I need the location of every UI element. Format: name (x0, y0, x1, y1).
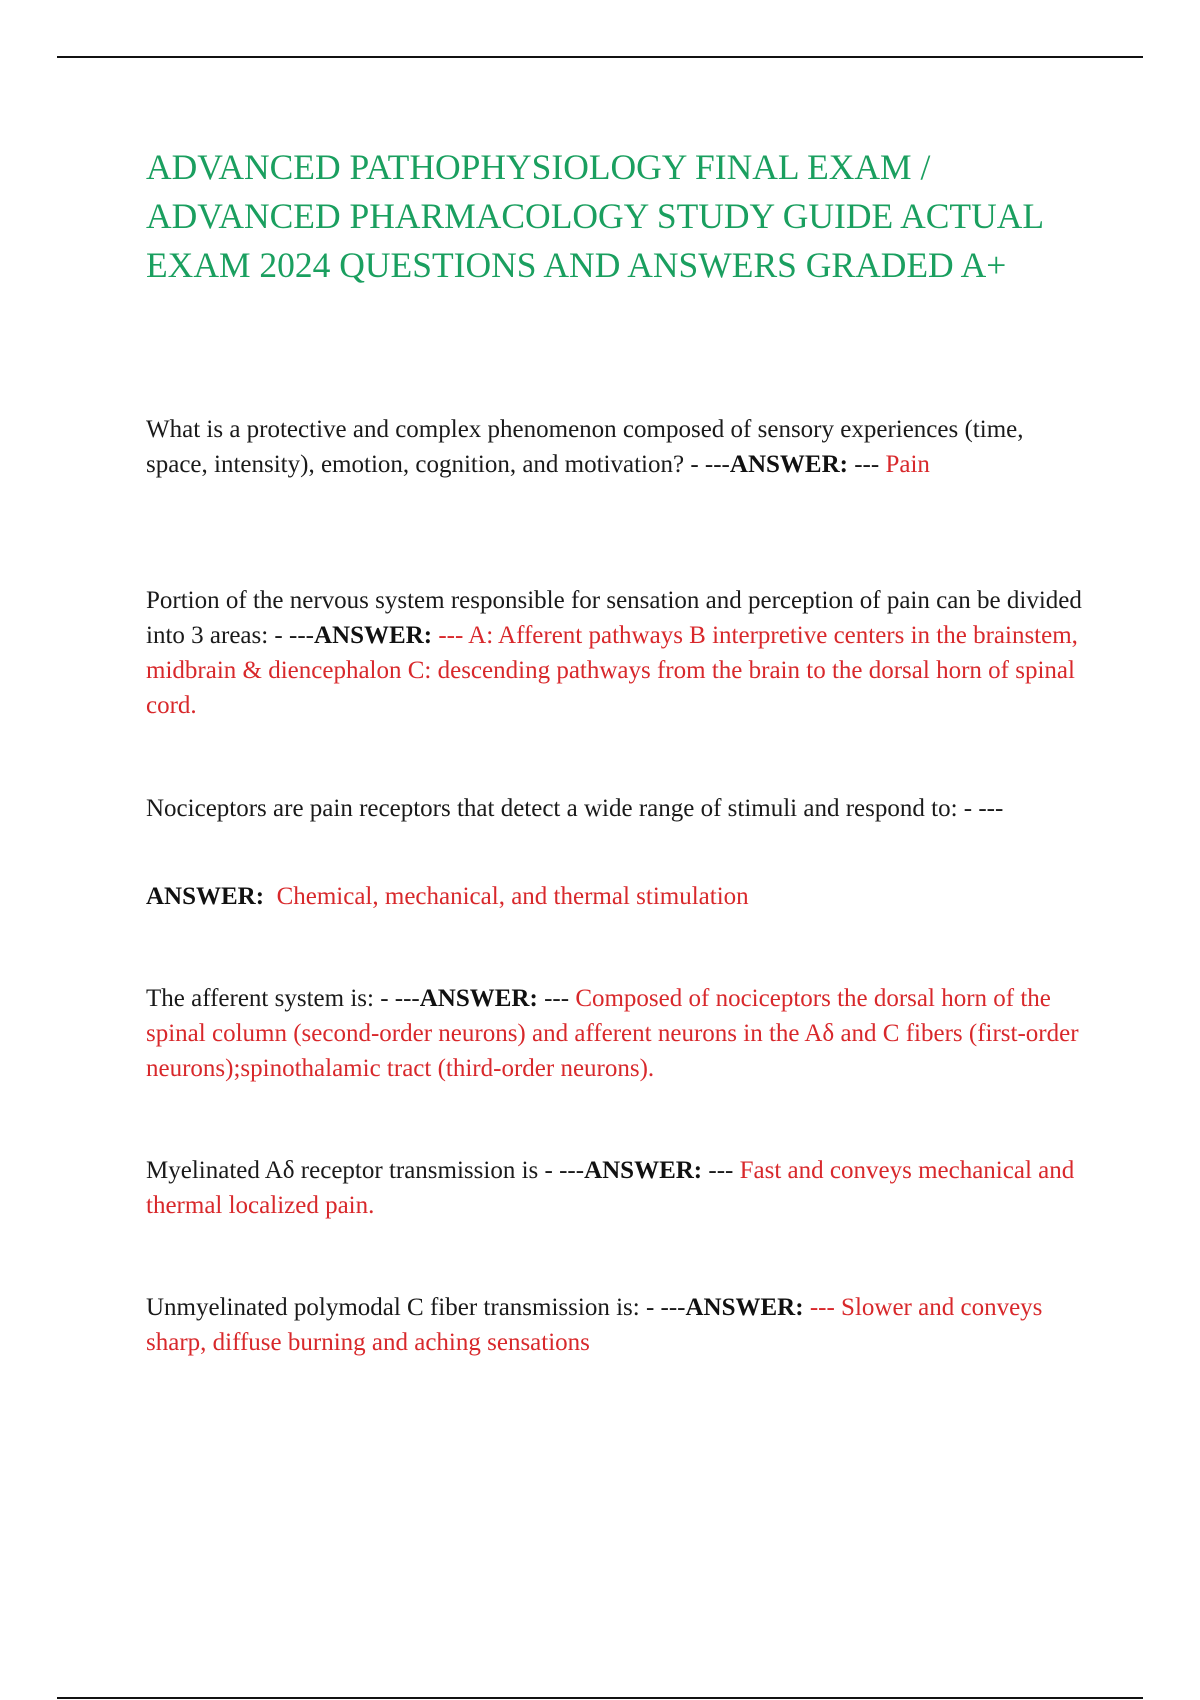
answer-label: ANSWER: (146, 883, 265, 910)
answer-separator: --- (847, 451, 886, 478)
question-text: Unmyelinated polymodal C fiber transmission is: - --- (146, 1294, 686, 1321)
answer-separator: --- (702, 1157, 740, 1184)
answer-label: ANSWER: (584, 1157, 703, 1184)
top-rule (57, 56, 1143, 58)
question-text: The afferent system is: - --- (146, 985, 420, 1012)
answer-text: Composed of nociceptors the dorsal horn of the spinal column (second-order neurons) and afferent neurons in the Aδ and C fibers (first-order neurons);spinothalamic tract (third-order neurons). (146, 985, 1079, 1082)
answer-separator (264, 883, 277, 910)
qa-item (146, 1153, 1086, 1223)
qa-answer-line (146, 879, 1086, 914)
question-text: Portion of the nervous system responsible for sensation and perception of pain can be divided into 3 areas: - --- (146, 587, 1082, 649)
qa-item (146, 1290, 1086, 1360)
answer-text: Chemical, mechanical, and thermal stimulation (276, 883, 749, 910)
qa-item (146, 791, 1086, 826)
question-text: Myelinated Aδ receptor transmission is - --- (146, 1157, 585, 1184)
question-text: What is a protective and complex phenomenon composed of sensory experiences (time, space, intensity), emotion, cognition, and motivation? - --- (146, 416, 1024, 478)
answer-text: --- A: Afferent pathways B interpretive centers in the brainstem, midbrain & diencephalon C: descending pathways from the brain to the dorsal horn of spinal cord. (146, 622, 1078, 719)
page-title: ADVANCED PATHOPHYSIOLOGY FINAL EXAM / ADVANCED PHARMACOLOGY STUDY GUIDE ACTUAL EXAM 2024 QUESTIONS AND ANSWERS GRADED A+ (146, 147, 1043, 285)
answer-label: ANSWER: (419, 985, 538, 1012)
answer-label: ANSWER: (729, 451, 848, 478)
answer-text: Fast and conveys mechanical and thermal localized pain. (146, 1157, 1075, 1219)
bottom-rule (57, 1697, 1143, 1699)
answer-label: ANSWER: (685, 1294, 804, 1321)
qa-item (146, 583, 1086, 723)
question-text: Nociceptors are pain receptors that detect a wide range of stimuli and respond to: - --- (146, 795, 1004, 822)
answer-label: ANSWER: (313, 622, 433, 649)
answer-text: --- Slower and conveys sharp, diffuse burning and aching sensations (146, 1294, 1043, 1356)
qa-item (146, 981, 1086, 1086)
qa-item (146, 412, 1086, 482)
answer-separator: --- (537, 985, 576, 1012)
answer-text: Pain (885, 451, 930, 478)
